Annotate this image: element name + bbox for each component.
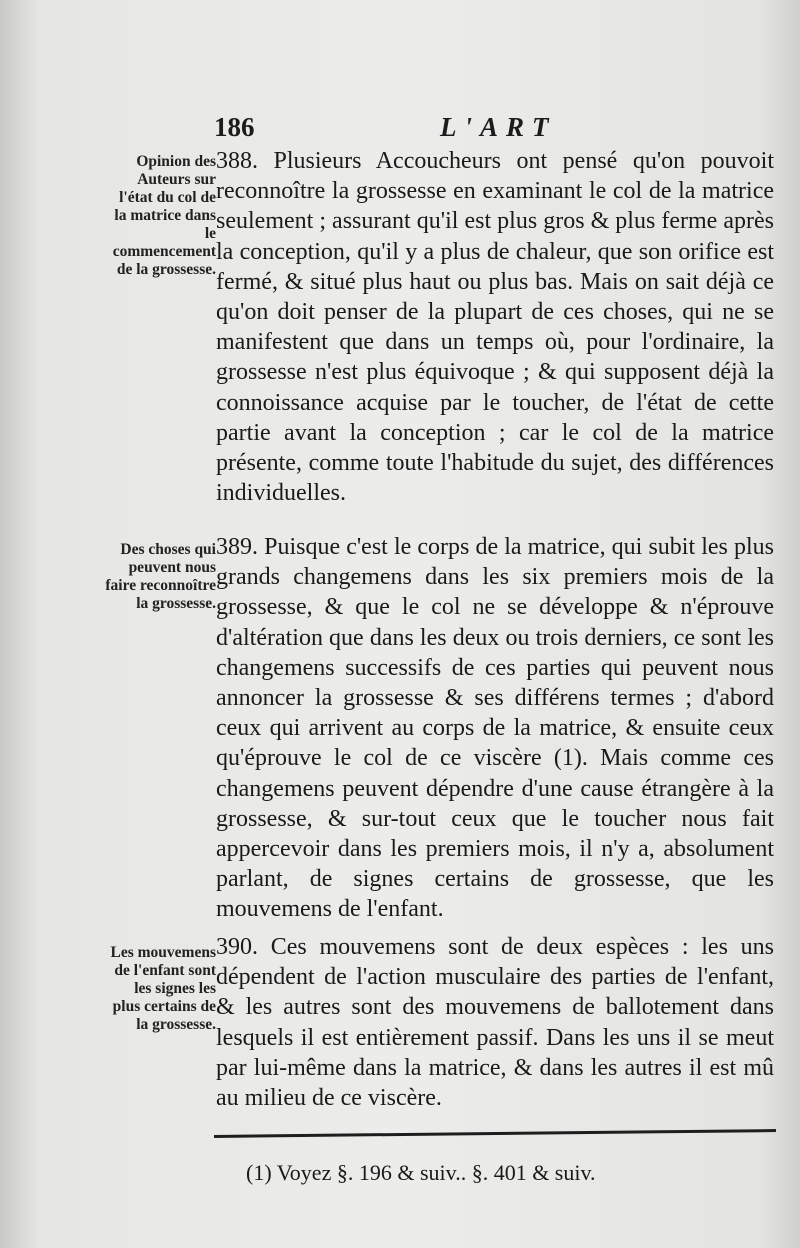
- running-title: L'ART: [440, 112, 557, 142]
- paragraph-389: 389. Puisque c'est le corps de la matrice, qui subit les plus grands changemens dans les six premiers mois de la grossesse, & que le col ne se développe & n'éprouve d'altération que dans les deux ou trois derniers, ce sont les changemens successifs de ces parties qui peuvent nous annoncer la grossesse & ses différens termes ; d'abord ceux qui arrivent au corps de la matrice, & ensuite ceux qu'éprouve le col de ce viscère (1). Mais comme ces changemens peuvent dépendre d'une cause étrangère à la grossesse, & sur-tout ceux que le toucher nous fait appercevoir dans les premiers mois, il n'y a, absolument parlant, de signes certains de grossesse, que les mouvemens de l'enfant.: [216, 534, 774, 923]
- paragraph-388: 388. Plusieurs Accoucheurs ont pensé qu'on pouvoit reconnoître la grossesse en examinant le col de la matrice seulement ; assurant qu'il est plus gros & plus ferme après la conception, qu'il y a plus de chaleur, que son orifice est fermé, & situé plus haut ou plus bas. Mais on sait déjà ce qu'on doit penser de la plupart de ces choses, qui ne se manifestent que dans un temps où, pour l'ordinaire, la grossesse n'est plus équivoque ; & qui supposent déjà la connoissance acquise par le toucher, de l'état de cette partie avant la conception ; car le col de la matrice présente, comme toute l'habitude du sujet, des différences individuelles.: [216, 148, 774, 507]
- margin-note-signs: Des choses qui peuvent nous faire reconnoître la grossesse.: [105, 541, 216, 612]
- paragraph-390: 390. Ces mouvemens sont de deux espèces : les uns dépendent de l'action musculaire des parties de l'enfant, & les autres sont des mouvemens de ballotement dans lesquels il est entièrement passif. Dans les uns il se meut par lui-même dans la matrice, & dans les autres il est mû au milieu de ce viscère.: [216, 934, 774, 1112]
- margin-note-opinion: Opinion des Auteurs sur l'état du col de la matrice dans le commencement de la grossesse.: [112, 153, 216, 278]
- page-number: 186: [214, 112, 255, 142]
- footnote: (1) Voyez §. 196 & suiv.. §. 401 & suiv.: [246, 1160, 596, 1185]
- margin-note-movements: Les mouvemens de l'enfant sont les signes les plus certains de la grossesse.: [110, 944, 216, 1033]
- footnote-rule: [214, 1129, 776, 1138]
- running-head: [214, 112, 684, 148]
